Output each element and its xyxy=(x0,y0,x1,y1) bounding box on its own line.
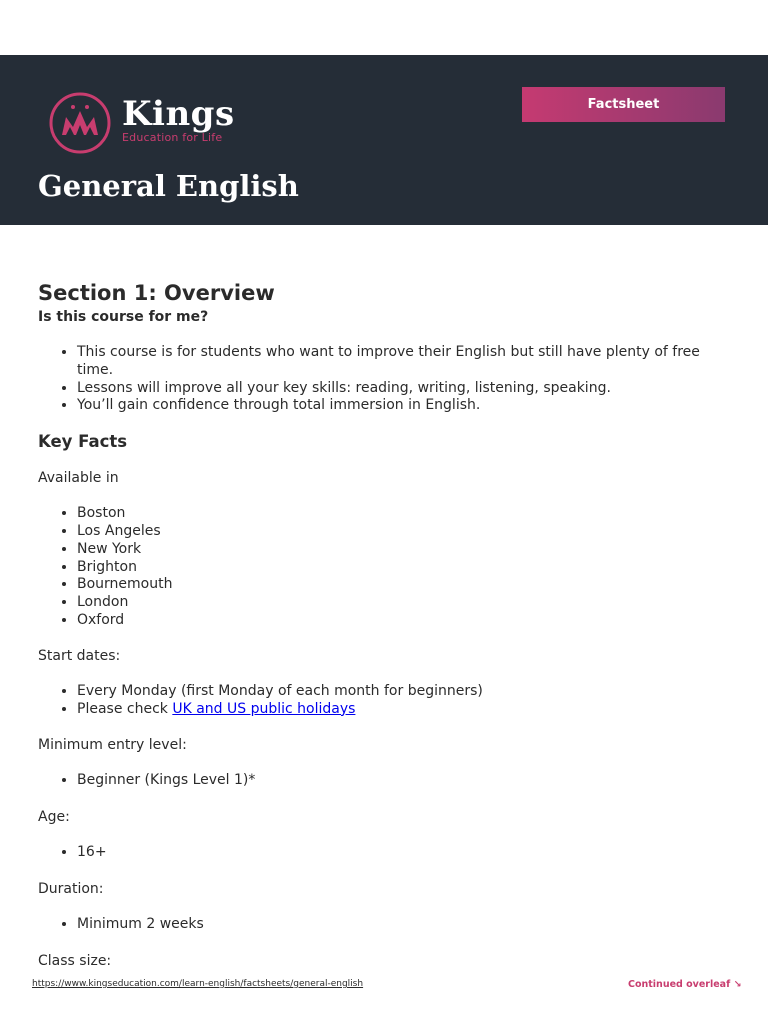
public-holidays-link[interactable]: UK and US public holidays xyxy=(172,700,356,717)
list-item: • Oxford xyxy=(77,612,728,630)
list-item: • Los Angeles xyxy=(77,523,728,541)
section-subheading: Is this course for me? xyxy=(38,309,209,325)
key-facts-heading: Key Facts xyxy=(38,432,128,452)
start-dates-list xyxy=(38,683,728,719)
locations-list xyxy=(38,505,728,630)
list-item: • You’ll gain confidence through total immersion in English. xyxy=(77,397,728,415)
holidays-prefix: Please check xyxy=(77,700,173,717)
page-header xyxy=(0,55,768,225)
age-label: Age: xyxy=(38,809,70,826)
continued-overleaf: Continued overleaf ↘ xyxy=(628,979,742,990)
available-label: Available in xyxy=(38,470,119,487)
list-item: • 16+ xyxy=(77,844,728,862)
list-item: • Bournemouth xyxy=(77,576,728,594)
list-item: • Brighton xyxy=(77,559,728,577)
page-title: General English xyxy=(38,169,299,203)
start-dates-label: Start dates: xyxy=(38,647,121,664)
list-item: • Boston xyxy=(77,505,728,523)
list-item: • Minimum 2 weeks xyxy=(77,916,728,934)
crown-icon xyxy=(48,91,112,155)
footer-url-link[interactable]: https://www.kingseducation.com/learn-english/factsheets/general-english xyxy=(32,979,364,989)
logo-wordmark: Kings xyxy=(122,94,235,134)
list-item: • London xyxy=(77,594,728,612)
logo-tagline: Education for Life xyxy=(122,131,223,144)
list-item: • New York xyxy=(77,541,728,559)
list-item xyxy=(77,701,728,719)
min-entry-label: Minimum entry level: xyxy=(38,737,187,754)
age-list xyxy=(38,844,728,862)
overview-list xyxy=(38,344,728,415)
section-heading: Section 1: Overview xyxy=(38,281,275,305)
main-content xyxy=(38,280,728,970)
list-item: • Lessons will improve all your key skills: reading, writing, listening, speaking. xyxy=(77,380,728,398)
kings-logo[interactable] xyxy=(48,91,248,155)
list-item: • Every Monday (first Monday of each month for beginners) xyxy=(77,683,728,701)
duration-label: Duration: xyxy=(38,880,104,897)
list-item: • Beginner (Kings Level 1)* xyxy=(77,772,728,790)
list-item: • This course is for students who want to improve their English but still have plenty of free time. xyxy=(77,344,728,380)
min-entry-list xyxy=(38,772,728,790)
duration-list xyxy=(38,916,728,934)
factsheet-badge[interactable]: Factsheet xyxy=(522,87,725,122)
class-size-label: Class size: xyxy=(38,952,112,969)
